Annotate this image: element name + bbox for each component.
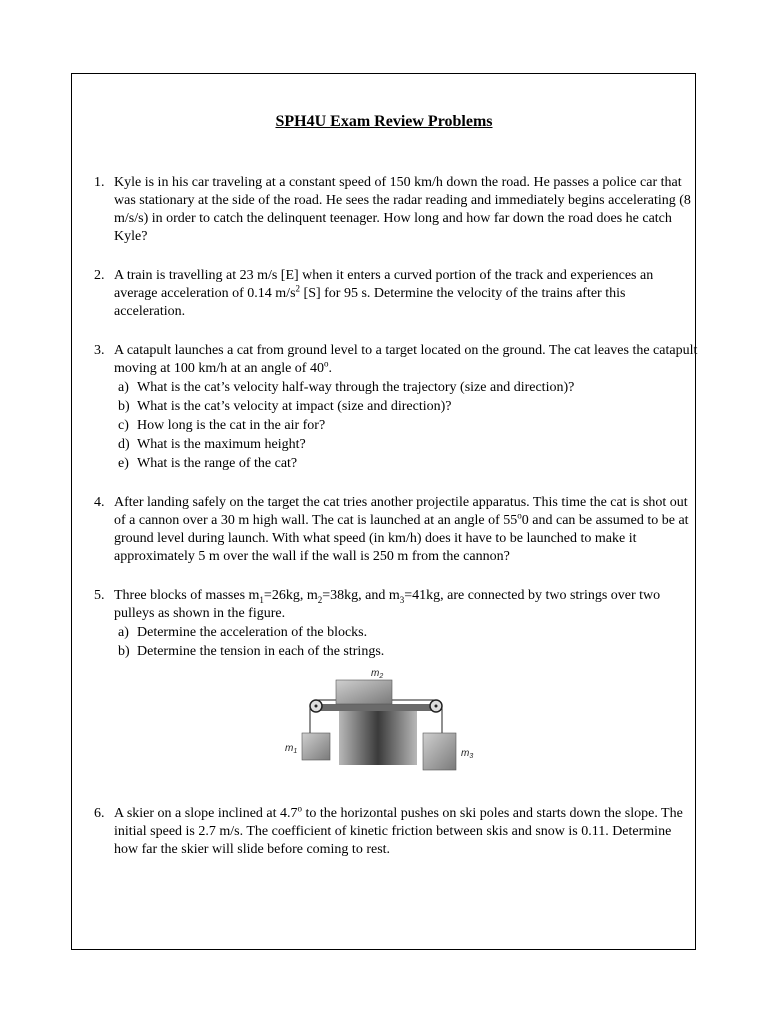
table (311, 704, 441, 765)
question-number: 6. (94, 806, 105, 821)
question-number: 4. (94, 495, 105, 510)
question-4 (94, 494, 698, 566)
question-text: Kyle is in his car traveling at a constant speed of 150 km/h down the road. He passes a police car that was stationary at the side of the road. He sees the radar reading and immediately begins accelerating (8 m/s/s) in order to catch the delinquent teenager. How long and how far down the road does he catch Kyle? (114, 175, 691, 244)
question-text: A train is travelling at 23 m/s [E] when it enters a curved portion of the track and experiences an average acceleration of 0.14 $m/s^2$ [S] for 95 s. Determine the velocity of the trains after this acceleration. (114, 268, 654, 319)
superscript: 2 (295, 283, 301, 294)
page-title: SPH4U Exam Review Problems (275, 113, 493, 130)
question-5 (94, 587, 698, 661)
question-number: 3. (94, 343, 105, 358)
sub-question-b: b) What is the cat’s velocity at impact (size and direction)? (118, 399, 452, 414)
question-1 (94, 174, 698, 246)
question-number: 2. (94, 268, 105, 283)
pulley-left (310, 700, 322, 712)
degree-mark: o (323, 358, 329, 369)
sub-question-a: a) What is the cat’s velocity half-way through the trajectory (size and direction)? (118, 380, 575, 395)
question-6 (94, 805, 698, 859)
label-m3: $m_3$ (461, 748, 474, 760)
sub-question-d: d) What is the maximum height? (118, 437, 306, 452)
sub-question-b: b) Determine the tension in each of the strings. (118, 644, 385, 659)
question-3 (94, 342, 698, 473)
label-m1: $m_1$ (285, 743, 298, 755)
degree-mark: o (517, 510, 522, 521)
sub-question-a: a) Determine the acceleration of the blocks. (118, 625, 368, 640)
block-m2 (336, 680, 392, 704)
pulley-figure (284, 667, 480, 775)
degree-mark: o (297, 803, 303, 814)
sub-question-c: c) How long is the cat in the air for? (118, 418, 326, 433)
question-2 (94, 267, 698, 321)
question-text: A skier on a slope inclined at 4.7$^o$ to the horizontal pushes on ski poles and starts down the slope. The initial speed is 2.7 m/s. The coefficient of kinetic friction between skis and snow is 0.11. Determine how far the skier will slide before coming to rest. (114, 803, 683, 857)
question-number: 5. (94, 588, 105, 603)
question-text: A catapult launches a cat from ground level to a target located on the ground. The cat leaves the catapult moving at 100 km/h at an angle of 40$^o$. (114, 343, 698, 376)
sub-question-e: e) What is the range of the cat? (118, 456, 298, 471)
block-m1 (302, 733, 330, 760)
question-text: Three blocks of masses $m_1=26kg$, $m_2=38kg$, and $m_3=41kg$, are connected by two strings over two pulleys as shown in the figure. (114, 588, 661, 621)
block-m3 (423, 733, 456, 770)
question-text: After landing safely on the target the cat tries another projectile apparatus. This time the cat is shot out of a cannon over a 30 m high wall. The cat is launched at an angle of 55$^o$0 and can be assumed to be at ground level during launch. With what speed (in km/h) does it have to be launched to make it approximately 5 m over the wall if the wall is 250 m from the cannon? (114, 495, 689, 564)
pulley-right (430, 700, 442, 712)
question-number: 1. (94, 175, 105, 190)
label-m2: $m_2$ (371, 668, 384, 680)
